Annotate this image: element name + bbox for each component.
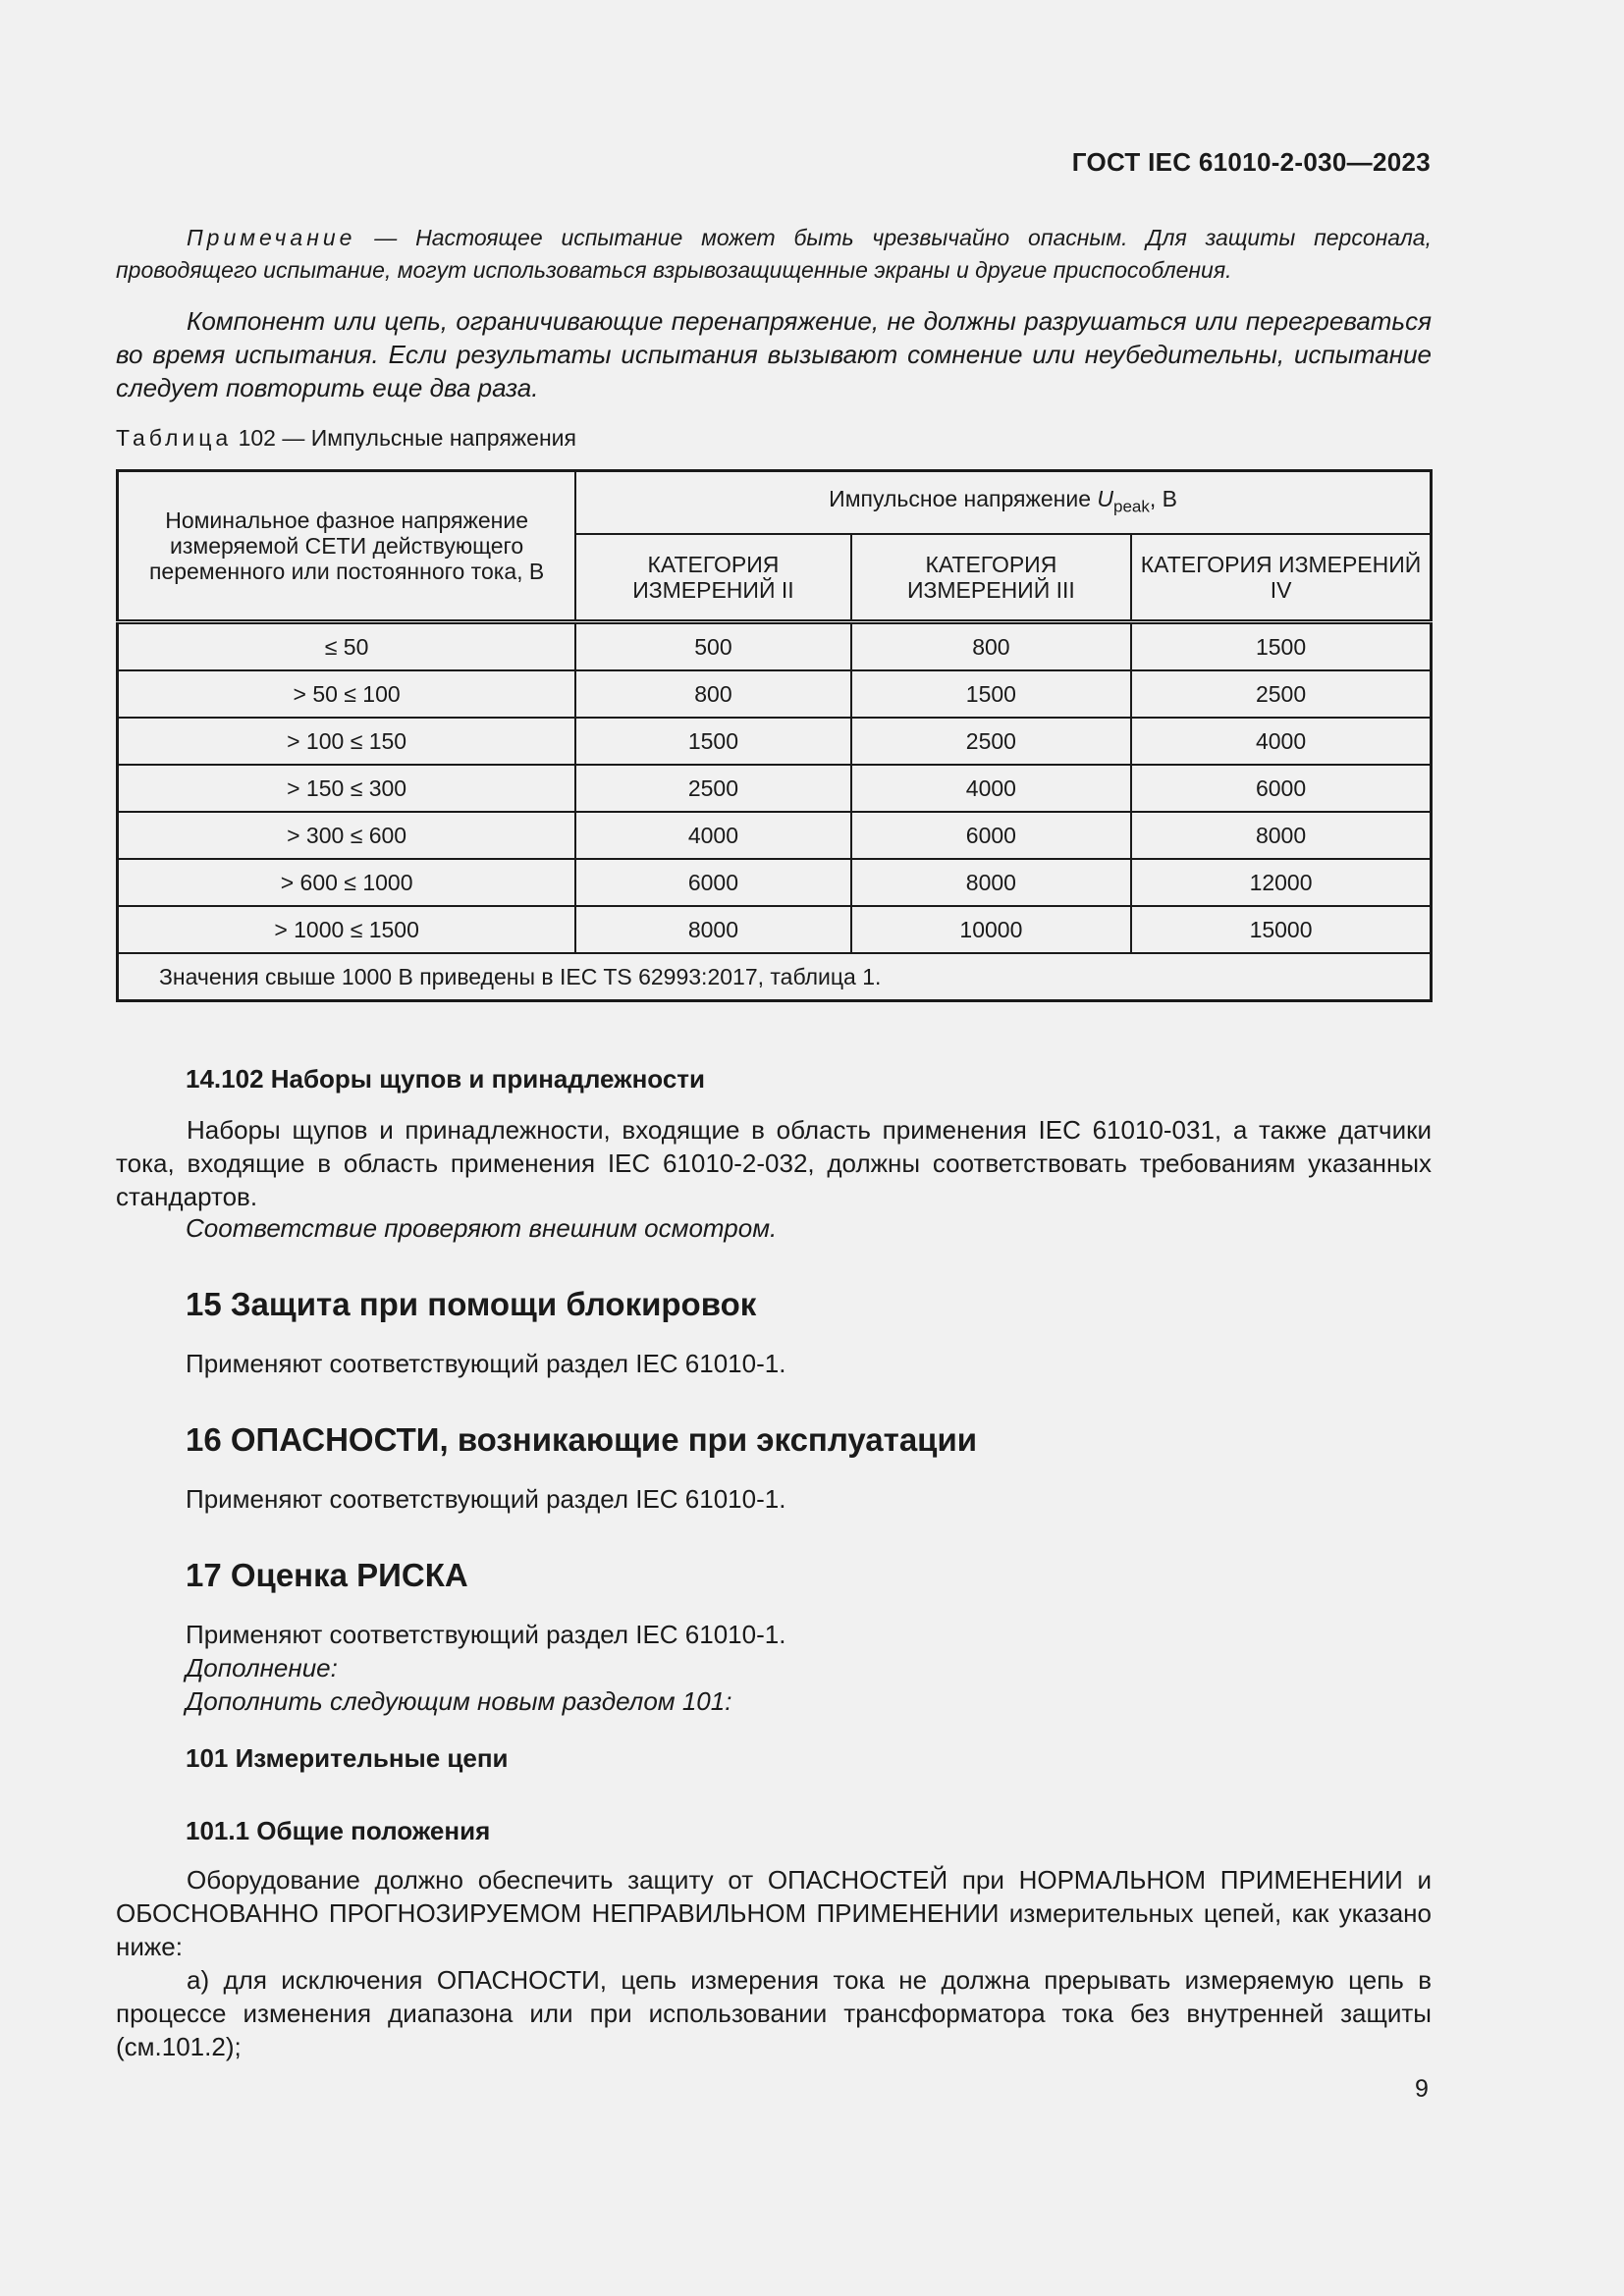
cell-voltage: > 100 ≤ 150: [118, 718, 576, 765]
heading-section-17: 17 Оценка РИСКА: [186, 1557, 468, 1593]
cell-voltage: > 600 ≤ 1000: [118, 859, 576, 906]
note-label: Примечание: [187, 225, 356, 250]
cell-voltage: > 1000 ≤ 1500: [118, 906, 576, 953]
note-text: — Настоящее испытание может быть чрезвычайно опасным. Для защиты персонала, проводящего испытание, могут использоваться взрывозащищенные экраны и другие приспособления.: [116, 225, 1432, 283]
header-rated-voltage: Номинальное фазное напряжение измеряемой СЕТИ действующего переменного или постоянного тока, В: [118, 471, 576, 622]
cell-cat-ii: 4000: [575, 812, 850, 859]
document-code: ГОСТ IEC 61010-2-030—2023: [1071, 147, 1431, 177]
addition-label: Дополнение:: [186, 1653, 338, 1682]
table-caption: [116, 425, 576, 452]
header-impulse-voltage: Импульсное напряжение $U_{peak}$, В: [575, 471, 1431, 535]
addition-text: Дополнить следующим новым разделом 101:: [186, 1686, 732, 1716]
heading-section-16: 16 ОПАСНОСТИ, возникающие при эксплуатации: [186, 1421, 978, 1458]
table-caption-text: 102 — Импульсные напряжения: [232, 425, 576, 451]
cell-cat-iv: 6000: [1131, 765, 1431, 812]
text-section-16: Применяют соответствующий раздел IEC 61010-1.: [186, 1484, 786, 1514]
table-header-row: [118, 471, 1432, 535]
table-row: [118, 622, 1432, 671]
table-footer-row: [118, 953, 1432, 1001]
cell-cat-iii: 4000: [851, 765, 1131, 812]
table-row: [118, 765, 1432, 812]
table-caption-label: Таблица: [116, 425, 233, 451]
table-row: [118, 670, 1432, 718]
header-category-iii: КАТЕГОРИЯ ИЗМЕРЕНИЙ III: [851, 534, 1131, 622]
cell-voltage: ≤ 50: [118, 622, 576, 671]
cell-voltage: > 150 ≤ 300: [118, 765, 576, 812]
table-footnote: Значения свыше 1000 В приведены в IEC TS 62993:2017, таблица 1.: [118, 953, 1432, 1001]
cell-cat-iii: 8000: [851, 859, 1131, 906]
heading-101-1: 101.1 Общие положения: [186, 1816, 491, 1845]
cell-cat-iv: 1500: [1131, 622, 1431, 671]
cell-cat-ii: 6000: [575, 859, 850, 906]
text-section-15: Применяют соответствующий раздел IEC 61010-1.: [186, 1349, 786, 1378]
compliance-14-102: Соответствие проверяют внешним осмотром.: [186, 1213, 778, 1243]
cell-cat-iii: 800: [851, 622, 1131, 671]
text-section-17: Применяют соответствующий раздел IEC 61010-1.: [186, 1620, 786, 1649]
cell-cat-ii: 2500: [575, 765, 850, 812]
heading-101: 101 Измерительные цепи: [186, 1743, 509, 1773]
cell-cat-iv: 12000: [1131, 859, 1431, 906]
cell-cat-iv: 4000: [1131, 718, 1431, 765]
heading-section-15: 15 Защита при помощи блокировок: [186, 1286, 757, 1322]
cell-voltage: > 50 ≤ 100: [118, 670, 576, 718]
component-paragraph: Компонент или цепь, ограничивающие перенапряжение, не должны разрушаться или перегреваться во время испытания. Если результаты испытания вызывают сомнение или неубедительны, испытание следует повторить еще два раза.: [116, 306, 1432, 402]
table-row: [118, 906, 1432, 953]
table-row: [118, 812, 1432, 859]
cell-cat-iv: 8000: [1131, 812, 1431, 859]
table-row: [118, 859, 1432, 906]
page-number: 9: [1415, 2075, 1429, 2103]
cell-cat-iii: 2500: [851, 718, 1131, 765]
cell-cat-iv: 2500: [1131, 670, 1431, 718]
paragraph-14-102: Наборы щупов и принадлежности, входящие в область применения IEC 61010-031, а также датчики тока, входящие в область применения IEC 61010-2-032, должны соответствовать требованиям указанных стандартов.: [116, 1115, 1432, 1211]
cell-cat-iii: 6000: [851, 812, 1131, 859]
cell-cat-ii: 500: [575, 622, 850, 671]
header-category-ii: КАТЕГОРИЯ ИЗМЕРЕНИЙ II: [575, 534, 850, 622]
cell-cat-iii: 10000: [851, 906, 1131, 953]
heading-14-102: 14.102 Наборы щупов и принадлежности: [186, 1064, 706, 1094]
list-item-a: a) для исключения ОПАСНОСТИ, цепь измерения тока не должна прерывать измеряемую цепь в процессе изменения диапазона или при использовании трансформатора тока без внутренней защиты (см.101.2);: [116, 1965, 1432, 2061]
note-paragraph: [116, 222, 1432, 287]
cell-cat-ii: 800: [575, 670, 850, 718]
table-row: [118, 718, 1432, 765]
cell-cat-ii: 8000: [575, 906, 850, 953]
header-category-iv: КАТЕГОРИЯ ИЗМЕРЕНИЙ IV: [1131, 534, 1431, 622]
impulse-voltage-table: [116, 469, 1433, 1002]
cell-cat-iv: 15000: [1131, 906, 1431, 953]
cell-cat-ii: 1500: [575, 718, 850, 765]
paragraph-101-1: Оборудование должно обеспечить защиту от ОПАСНОСТЕЙ при НОРМАЛЬНОМ ПРИМЕНЕНИИ и ОБОСНОВАННО ПРОГНОЗИРУЕМОМ НЕПРАВИЛЬНОМ ПРИМЕНЕНИИ измерительных цепей, как указано ниже:: [116, 1865, 1432, 1961]
cell-voltage: > 300 ≤ 600: [118, 812, 576, 859]
cell-cat-iii: 1500: [851, 670, 1131, 718]
